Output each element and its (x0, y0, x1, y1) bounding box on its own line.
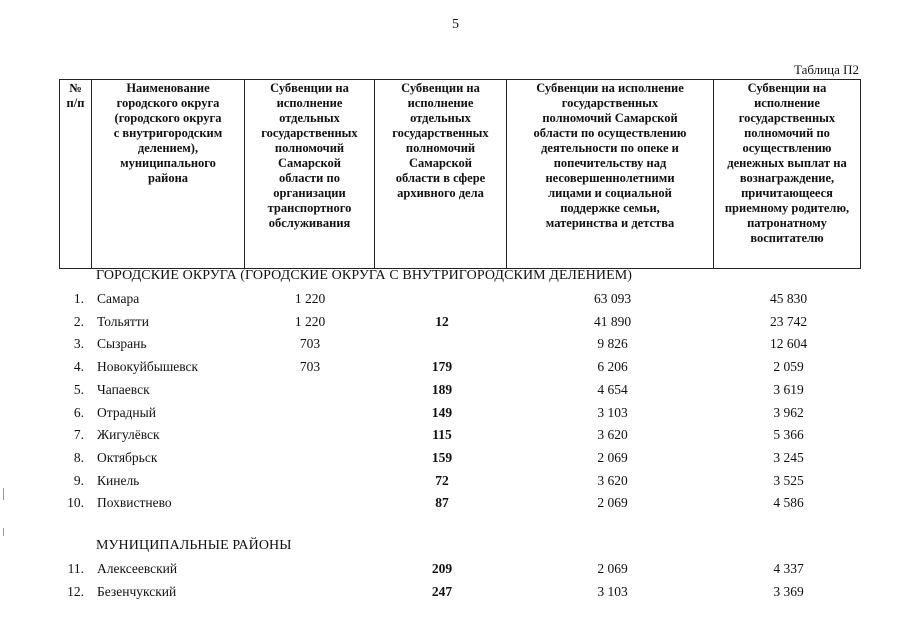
municipality-name: Октябрьск (97, 450, 158, 465)
transport-subvention: 703 (299, 336, 321, 351)
row-number: 6. (73, 405, 84, 420)
municipality-name: Кинель (97, 473, 140, 488)
foster-payment-subvention: 3 369 (773, 584, 804, 599)
municipality-name: Самара (97, 291, 140, 306)
scan-mark (3, 528, 4, 536)
foster-payment-subvention: 45 830 (769, 291, 808, 306)
municipality-name: Новокуйбышевск (97, 359, 199, 374)
archive-subvention: 179 (431, 359, 453, 374)
header-num: № п/п (60, 80, 92, 269)
archive-subvention: 159 (431, 450, 453, 465)
row-number: 3. (73, 336, 84, 351)
foster-payment-subvention: 3 245 (773, 450, 804, 465)
table-row (0, 382, 905, 402)
header-archive: Субвенции на исполнение отдельных государственных полномочий Самарской области в сфере архивного дела (375, 80, 507, 269)
guardianship-subvention: 41 890 (593, 314, 632, 329)
row-number: 2. (73, 314, 84, 329)
row-number: 11. (67, 561, 84, 576)
municipality-name: Сызрань (97, 336, 147, 351)
foster-payment-subvention: 3 962 (773, 405, 804, 420)
guardianship-subvention: 6 206 (597, 359, 628, 374)
municipality-name: Алексеевский (97, 561, 178, 576)
table-row (0, 291, 905, 311)
row-number: 4. (73, 359, 84, 374)
archive-subvention: 209 (431, 561, 453, 576)
archive-subvention: 189 (431, 382, 453, 397)
foster-payment-subvention: 12 604 (769, 336, 808, 351)
table-row (0, 473, 905, 493)
guardianship-subvention: 3 620 (597, 473, 628, 488)
guardianship-subvention: 2 069 (597, 450, 628, 465)
archive-subvention: 87 (435, 495, 449, 510)
foster-payment-subvention: 3 525 (773, 473, 804, 488)
guardianship-subvention: 4 654 (597, 382, 628, 397)
foster-payment-subvention: 3 619 (773, 382, 804, 397)
table-row (0, 495, 905, 515)
row-number: 9. (73, 473, 84, 488)
header-foster: Субвенции на исполнение государственных полномочий по осуществлению денежных выплат на вознаграждение, причитающееся приемному родителю, патронатному воспитателю (714, 80, 861, 269)
foster-payment-subvention: 5 366 (773, 427, 804, 442)
guardianship-subvention: 2 069 (597, 495, 628, 510)
table-row (0, 584, 905, 604)
header-guardianship: Субвенции на исполнение государственных полномочий Самарской области по осуществлению деятельности по опеке и попечительству над несовершеннолетними лицами и социальной поддержке семьи, материнства и детства (507, 80, 714, 269)
table-row (0, 405, 905, 425)
guardianship-subvention: 63 093 (593, 291, 632, 306)
archive-subvention: 115 (432, 427, 452, 442)
municipality-name: Похвистнево (97, 495, 172, 510)
municipality-name: Тольятти (97, 314, 149, 329)
guardianship-subvention: 3 103 (597, 405, 628, 420)
guardianship-subvention: 9 826 (597, 336, 628, 351)
foster-payment-subvention: 4 586 (773, 495, 804, 510)
page-number: 5 (452, 17, 459, 32)
archive-subvention: 247 (431, 584, 453, 599)
row-number: 1. (73, 291, 84, 306)
table-caption: Таблица П2 (794, 62, 859, 77)
transport-subvention: 1 220 (294, 314, 326, 329)
section-title: МУНИЦИПАЛЬНЫЕ РАЙОНЫ (96, 538, 292, 553)
transport-subvention: 703 (299, 359, 321, 374)
row-number: 7. (73, 427, 84, 442)
table-row (0, 359, 905, 379)
table-row (0, 336, 905, 356)
archive-subvention: 149 (431, 405, 453, 420)
row-number: 8. (73, 450, 84, 465)
row-number: 5. (73, 382, 84, 397)
foster-payment-subvention: 23 742 (769, 314, 808, 329)
table-header (59, 79, 861, 269)
section-title: ГОРОДСКИЕ ОКРУГА (ГОРОДСКИЕ ОКРУГА С ВНУТРИГОРОДСКИМ ДЕЛЕНИЕМ) (96, 268, 633, 283)
guardianship-subvention: 2 069 (597, 561, 628, 576)
table-row (0, 450, 905, 470)
foster-payment-subvention: 4 337 (773, 561, 804, 576)
municipality-name: Жигулёвск (97, 427, 160, 442)
table-row (0, 314, 905, 334)
guardianship-subvention: 3 103 (597, 584, 628, 599)
table-row (0, 427, 905, 447)
row-number: 12. (67, 584, 84, 599)
table-row (0, 561, 905, 581)
header-name: Наименование городского округа (городского округа с внутригородским делением), муниципального района (92, 80, 245, 269)
guardianship-subvention: 3 620 (597, 427, 628, 442)
municipality-name: Чапаевск (97, 382, 150, 397)
archive-subvention: 12 (435, 314, 449, 329)
municipality-name: Отрадный (97, 405, 156, 420)
row-number: 10. (67, 495, 84, 510)
foster-payment-subvention: 2 059 (773, 359, 804, 374)
archive-subvention: 72 (435, 473, 449, 488)
transport-subvention: 1 220 (294, 291, 326, 306)
scan-mark (3, 488, 4, 500)
municipality-name: Безенчукский (97, 584, 177, 599)
header-transport: Субвенции на исполнение отдельных государственных полномочий Самарской области по организации транспортного обслуживания (245, 80, 375, 269)
